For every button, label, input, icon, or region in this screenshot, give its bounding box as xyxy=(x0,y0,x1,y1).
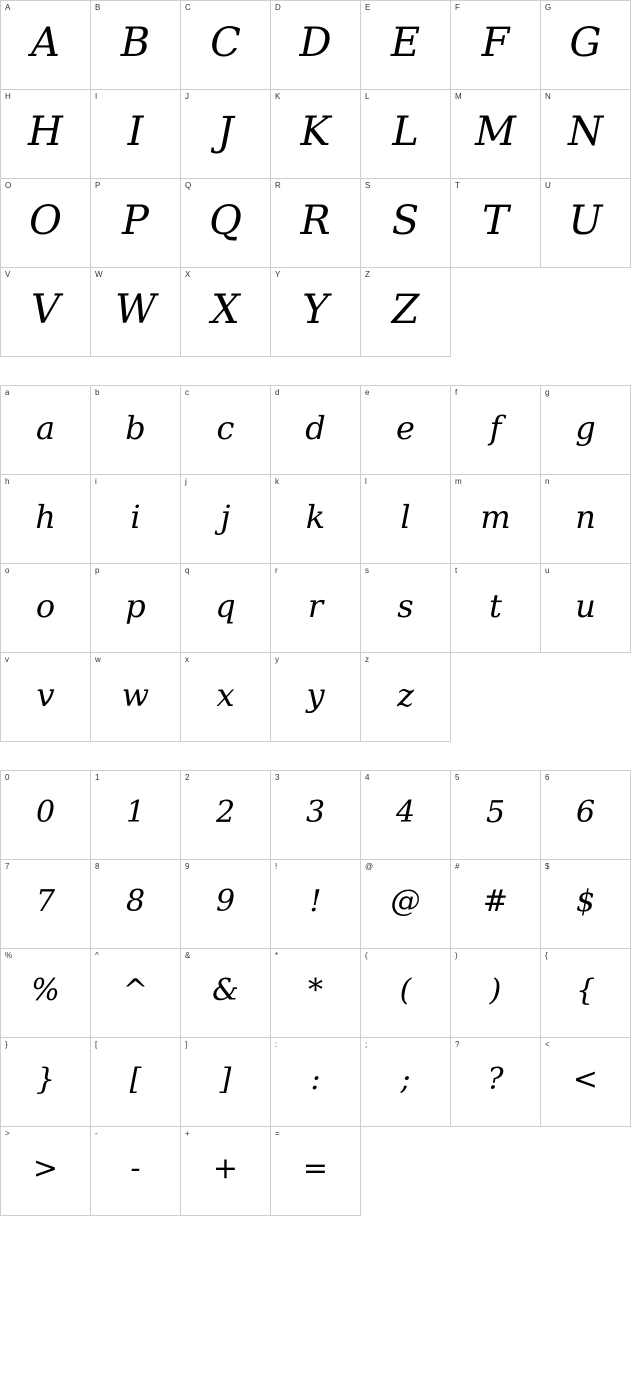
glyph-character: w xyxy=(121,676,150,714)
glyph-character: t xyxy=(489,587,502,625)
glyph-cell[interactable] xyxy=(451,771,541,860)
glyph-character: Q xyxy=(209,198,242,244)
glyph-character: 7 xyxy=(35,884,56,919)
glyph-cell[interactable] xyxy=(541,949,631,1038)
glyph-character: o xyxy=(35,587,56,625)
glyph-cell[interactable] xyxy=(451,1038,541,1127)
glyph-code-label: ; xyxy=(365,1040,368,1049)
glyph-code-label: H xyxy=(5,92,11,101)
glyph-character: g xyxy=(575,409,596,447)
glyph-code-label: e xyxy=(365,388,370,397)
glyph-character: Z xyxy=(391,287,420,333)
glyph-cell[interactable] xyxy=(361,653,451,742)
glyph-character: ? xyxy=(487,1062,504,1097)
glyph-character: $ xyxy=(575,884,596,919)
glyph-cell[interactable] xyxy=(181,564,271,653)
glyph-code-label: V xyxy=(5,270,11,279)
glyph-character: k xyxy=(305,498,326,536)
glyph-character: x xyxy=(216,676,235,714)
glyph-cell[interactable] xyxy=(541,564,631,653)
glyph-code-label: s xyxy=(365,566,369,575)
glyph-cell[interactable] xyxy=(451,564,541,653)
glyph-cell[interactable] xyxy=(181,653,271,742)
glyph-code-label: U xyxy=(545,181,551,190)
glyph-code-label: j xyxy=(185,477,187,486)
glyph-code-label: I xyxy=(95,92,98,101)
glyph-cell[interactable] xyxy=(361,949,451,1038)
glyph-code-label: : xyxy=(275,1040,278,1049)
glyph-cell[interactable] xyxy=(541,179,631,268)
glyph-cell[interactable] xyxy=(1,564,91,653)
glyph-code-label: l xyxy=(365,477,367,486)
glyph-code-label: ! xyxy=(275,862,278,871)
glyph-code-label: d xyxy=(275,388,280,397)
glyph-code-label: 6 xyxy=(545,773,550,782)
glyph-cell[interactable] xyxy=(541,90,631,179)
glyph-character: j xyxy=(220,498,231,536)
glyph-code-label: i xyxy=(95,477,97,486)
glyph-cell[interactable] xyxy=(271,1038,361,1127)
glyph-code-label: < xyxy=(545,1040,550,1049)
glyph-character: i xyxy=(130,498,141,536)
glyph-code-label: 2 xyxy=(185,773,190,782)
glyph-code-label: p xyxy=(95,566,100,575)
glyph-character: l xyxy=(400,498,411,536)
glyph-code-label: > xyxy=(5,1129,10,1138)
glyph-cell[interactable] xyxy=(451,1,541,90)
glyph-cell[interactable] xyxy=(541,1,631,90)
glyph-character: r xyxy=(307,587,324,625)
glyph-cell[interactable] xyxy=(361,771,451,860)
glyph-code-label: T xyxy=(455,181,460,190)
glyph-code-label: K xyxy=(275,92,281,101)
glyph-character: E xyxy=(390,20,421,66)
glyph-code-label: ] xyxy=(185,1040,188,1049)
glyph-character: K xyxy=(300,109,331,155)
glyph-cell[interactable] xyxy=(91,860,181,949)
glyph-character: : xyxy=(310,1062,321,1097)
glyph-code-label: o xyxy=(5,566,10,575)
glyph-character: T xyxy=(482,198,509,244)
glyph-code-label: - xyxy=(95,1129,98,1138)
glyph-cell[interactable] xyxy=(361,179,451,268)
glyph-code-label: Y xyxy=(275,270,281,279)
glyph-cell[interactable] xyxy=(181,90,271,179)
glyph-character: y xyxy=(306,676,325,714)
glyph-character: h xyxy=(35,498,56,536)
glyph-cell[interactable] xyxy=(361,90,451,179)
glyph-character: p xyxy=(125,587,146,625)
glyph-character: 6 xyxy=(575,795,596,830)
glyph-code-label: q xyxy=(185,566,190,575)
glyph-code-label: b xyxy=(95,388,100,397)
glyph-code-label: 0 xyxy=(5,773,10,782)
glyph-code-label: @ xyxy=(365,862,374,871)
glyph-cell[interactable] xyxy=(91,564,181,653)
glyph-character: F xyxy=(481,20,510,66)
glyph-cell[interactable] xyxy=(1,386,91,475)
glyph-character: D xyxy=(299,20,332,66)
glyph-character: L xyxy=(392,109,419,155)
glyph-character: } xyxy=(35,1062,56,1097)
glyph-character: 2 xyxy=(215,795,236,830)
glyph-code-label: y xyxy=(275,655,279,664)
glyph-code-label: G xyxy=(545,3,552,12)
glyph-cell[interactable] xyxy=(361,268,451,357)
glyph-code-label: X xyxy=(185,270,191,279)
glyph-cell[interactable] xyxy=(91,1,181,90)
glyph-code-label: a xyxy=(5,388,10,397)
glyph-cell[interactable] xyxy=(271,268,361,357)
glyph-cell[interactable] xyxy=(181,1,271,90)
glyph-cell[interactable] xyxy=(271,1,361,90)
glyph-cell[interactable] xyxy=(1,1127,91,1216)
glyph-code-label: F xyxy=(455,3,460,12)
glyph-character: U xyxy=(568,198,603,244)
glyph-cell-empty xyxy=(451,653,541,742)
glyph-character: z xyxy=(397,676,414,714)
glyph-cell[interactable] xyxy=(271,653,361,742)
glyph-cell[interactable] xyxy=(271,564,361,653)
glyph-code-label: 5 xyxy=(455,773,460,782)
glyph-cell[interactable] xyxy=(361,386,451,475)
glyph-character: 3 xyxy=(305,795,326,830)
glyph-cell[interactable] xyxy=(181,1038,271,1127)
glyph-cell[interactable] xyxy=(451,475,541,564)
glyph-code-label: O xyxy=(5,181,12,190)
glyph-cell-empty xyxy=(541,268,631,357)
glyph-character: 1 xyxy=(125,795,146,830)
glyph-code-label: n xyxy=(545,477,550,486)
glyph-cell[interactable] xyxy=(91,386,181,475)
glyph-cell-empty xyxy=(541,653,631,742)
glyph-character: Y xyxy=(302,287,329,333)
glyph-character: ( xyxy=(399,973,412,1008)
glyph-cell[interactable] xyxy=(271,771,361,860)
symbols-glyph-grid xyxy=(0,770,631,1216)
glyph-cell[interactable] xyxy=(181,860,271,949)
glyph-cell-empty xyxy=(451,1127,541,1216)
glyph-cell[interactable] xyxy=(541,475,631,564)
glyph-cell[interactable] xyxy=(451,90,541,179)
glyph-code-label: W xyxy=(95,270,103,279)
glyph-code-label: ( xyxy=(365,951,368,960)
glyph-character: b xyxy=(125,409,146,447)
glyph-character: ; xyxy=(400,1062,411,1097)
glyph-character: ) xyxy=(489,973,502,1008)
glyph-cell[interactable] xyxy=(271,475,361,564)
glyph-character: - xyxy=(130,1151,141,1186)
glyph-cell[interactable] xyxy=(91,771,181,860)
glyph-code-label: Q xyxy=(185,181,192,190)
glyph-cell-empty xyxy=(361,1127,451,1216)
glyph-cell[interactable] xyxy=(451,386,541,475)
glyph-code-label: u xyxy=(545,566,550,575)
glyph-character: & xyxy=(212,973,239,1008)
glyph-code-label: r xyxy=(275,566,278,575)
glyph-character: ! xyxy=(309,884,322,919)
glyph-character: ] xyxy=(219,1062,232,1097)
glyph-character: A xyxy=(31,20,60,66)
glyph-character: m xyxy=(480,498,511,536)
glyph-cell[interactable] xyxy=(271,179,361,268)
glyph-code-label: % xyxy=(5,951,13,960)
glyph-character: c xyxy=(216,409,235,447)
glyph-code-label: J xyxy=(185,92,189,101)
glyph-character: C xyxy=(210,20,241,66)
glyph-cell[interactable] xyxy=(91,179,181,268)
glyph-character: f xyxy=(489,409,502,447)
glyph-code-label: = xyxy=(275,1129,280,1138)
glyph-character: d xyxy=(305,409,326,447)
glyph-cell[interactable] xyxy=(1,1,91,90)
glyph-code-label: w xyxy=(95,655,101,664)
glyph-character: q xyxy=(215,587,236,625)
glyph-code-label: R xyxy=(275,181,281,190)
glyph-cell[interactable] xyxy=(451,179,541,268)
glyph-character: % xyxy=(31,973,60,1008)
glyph-code-label: B xyxy=(95,3,101,12)
glyph-character: R xyxy=(300,198,331,244)
glyph-code-label: * xyxy=(275,951,279,960)
glyph-character: [ xyxy=(129,1062,142,1097)
glyph-code-label: [ xyxy=(95,1040,98,1049)
glyph-cell[interactable] xyxy=(271,386,361,475)
glyph-character: N xyxy=(568,109,603,155)
glyph-cell[interactable] xyxy=(181,268,271,357)
section-divider-2 xyxy=(0,742,630,770)
glyph-character: < xyxy=(572,1062,599,1097)
glyph-character: u xyxy=(575,587,596,625)
glyph-code-label: ) xyxy=(455,951,458,960)
glyph-character: s xyxy=(397,587,414,625)
glyph-cell[interactable] xyxy=(1,90,91,179)
glyph-character: ^ xyxy=(122,973,149,1008)
glyph-character: 9 xyxy=(215,884,236,919)
glyph-code-label: x xyxy=(185,655,189,664)
glyph-cell[interactable] xyxy=(91,90,181,179)
glyph-code-label: & xyxy=(185,951,191,960)
glyph-character: W xyxy=(114,287,157,333)
glyph-code-label: N xyxy=(545,92,551,101)
glyph-character: e xyxy=(396,409,415,447)
glyph-character: S xyxy=(391,198,420,244)
glyph-code-label: ? xyxy=(455,1040,460,1049)
glyph-code-label: h xyxy=(5,477,10,486)
glyph-cell[interactable] xyxy=(361,860,451,949)
glyph-character: 4 xyxy=(395,795,416,830)
glyph-cell[interactable] xyxy=(91,653,181,742)
glyph-cell[interactable] xyxy=(181,949,271,1038)
glyph-code-label: 3 xyxy=(275,773,280,782)
glyph-code-label: C xyxy=(185,3,191,12)
glyph-cell[interactable] xyxy=(271,90,361,179)
glyph-cell[interactable] xyxy=(541,386,631,475)
glyph-code-label: c xyxy=(185,388,189,397)
glyph-character: { xyxy=(575,973,596,1008)
glyph-code-label: 8 xyxy=(95,862,100,871)
glyph-cell[interactable] xyxy=(1,475,91,564)
glyph-character: G xyxy=(569,20,602,66)
glyph-code-label: + xyxy=(185,1129,190,1138)
glyph-code-label: $ xyxy=(545,862,550,871)
glyph-code-label: 9 xyxy=(185,862,190,871)
glyph-code-label: 7 xyxy=(5,862,10,871)
glyph-character: I xyxy=(127,109,144,155)
glyph-cell[interactable] xyxy=(181,1127,271,1216)
glyph-cell[interactable] xyxy=(1,653,91,742)
glyph-code-label: k xyxy=(275,477,279,486)
glyph-code-label: Z xyxy=(365,270,370,279)
glyph-cell[interactable] xyxy=(91,949,181,1038)
glyph-code-label: f xyxy=(455,388,458,397)
glyph-cell[interactable] xyxy=(91,1038,181,1127)
glyph-code-label: S xyxy=(365,181,371,190)
glyph-code-label: } xyxy=(5,1040,8,1049)
glyph-cell[interactable] xyxy=(1,268,91,357)
glyph-cell[interactable] xyxy=(181,179,271,268)
glyph-character: 8 xyxy=(125,884,146,919)
glyph-cell[interactable] xyxy=(271,860,361,949)
glyph-character: * xyxy=(308,973,323,1008)
glyph-code-label: A xyxy=(5,3,11,12)
glyph-cell[interactable] xyxy=(361,1,451,90)
glyph-code-label: g xyxy=(545,388,550,397)
glyph-code-label: 4 xyxy=(365,773,370,782)
glyph-cell[interactable] xyxy=(271,949,361,1038)
glyph-character: B xyxy=(120,20,151,66)
glyph-cell[interactable] xyxy=(1,860,91,949)
glyph-cell-empty xyxy=(541,1127,631,1216)
section-divider-1 xyxy=(0,357,630,385)
glyph-character: + xyxy=(212,1151,239,1186)
glyph-code-label: D xyxy=(275,3,281,12)
glyph-character: P xyxy=(122,198,149,244)
lowercase-glyph-grid xyxy=(0,385,631,742)
glyph-character: @ xyxy=(390,884,421,919)
glyph-character: 0 xyxy=(35,795,56,830)
glyph-cell[interactable] xyxy=(181,386,271,475)
glyph-cell[interactable] xyxy=(271,1127,361,1216)
glyph-character: O xyxy=(29,198,62,244)
glyph-character: n xyxy=(575,498,596,536)
glyph-code-label: m xyxy=(455,477,462,486)
glyph-code-label: z xyxy=(365,655,369,664)
glyph-code-label: { xyxy=(545,951,548,960)
glyph-character: v xyxy=(36,676,55,714)
glyph-cell[interactable] xyxy=(361,564,451,653)
glyph-character: H xyxy=(28,109,63,155)
glyph-character: = xyxy=(302,1151,329,1186)
glyph-character: # xyxy=(482,884,509,919)
glyph-cell[interactable] xyxy=(1,1038,91,1127)
glyph-cell[interactable] xyxy=(541,771,631,860)
glyph-code-label: # xyxy=(455,862,460,871)
glyph-code-label: P xyxy=(95,181,101,190)
glyph-code-label: M xyxy=(455,92,462,101)
glyph-cell[interactable] xyxy=(361,1038,451,1127)
glyph-code-label: t xyxy=(455,566,458,575)
glyph-code-label: E xyxy=(365,3,371,12)
uppercase-glyph-grid xyxy=(0,0,631,357)
glyph-cell[interactable] xyxy=(451,860,541,949)
glyph-cell[interactable] xyxy=(1,179,91,268)
glyph-cell[interactable] xyxy=(181,771,271,860)
glyph-cell[interactable] xyxy=(91,1127,181,1216)
glyph-cell[interactable] xyxy=(91,475,181,564)
glyph-character: J xyxy=(217,109,234,155)
glyph-cell[interactable] xyxy=(541,1038,631,1127)
glyph-character: a xyxy=(35,409,56,447)
glyph-cell[interactable] xyxy=(541,860,631,949)
glyph-code-label: L xyxy=(365,92,370,101)
glyph-character: M xyxy=(475,109,516,155)
glyph-cell[interactable] xyxy=(361,475,451,564)
glyph-character: V xyxy=(31,287,60,333)
glyph-cell[interactable] xyxy=(1,949,91,1038)
glyph-cell[interactable] xyxy=(451,949,541,1038)
glyph-character: > xyxy=(32,1151,59,1186)
glyph-cell[interactable] xyxy=(181,475,271,564)
glyph-code-label: v xyxy=(5,655,9,664)
glyph-cell[interactable] xyxy=(1,771,91,860)
glyph-character: 5 xyxy=(485,795,506,830)
glyph-code-label: 1 xyxy=(95,773,100,782)
glyph-cell[interactable] xyxy=(91,268,181,357)
glyph-cell-empty xyxy=(451,268,541,357)
glyph-character: X xyxy=(211,287,240,333)
glyph-code-label: ^ xyxy=(95,951,99,960)
